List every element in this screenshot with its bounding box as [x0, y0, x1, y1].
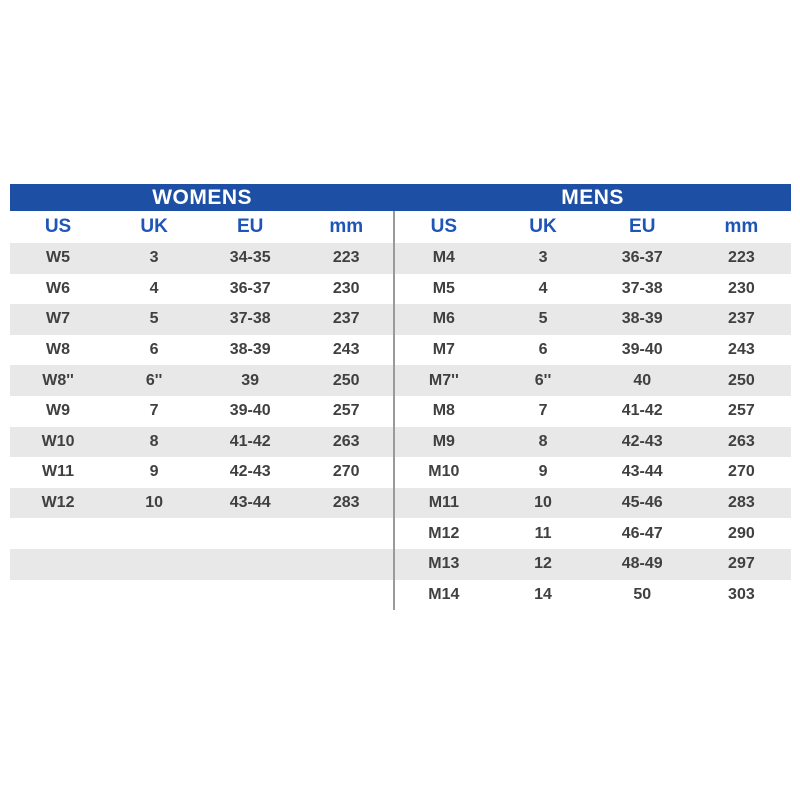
column-header-uk: UK	[140, 216, 168, 237]
size-cell: M8	[432, 402, 455, 420]
table-row-half	[394, 457, 791, 488]
size-cell: 237	[332, 310, 360, 328]
size-cell: 243	[728, 341, 755, 359]
size-cell: 36-37	[229, 279, 271, 297]
table-row-half	[394, 304, 791, 335]
size-cell: 257	[728, 402, 755, 420]
table-row-half	[394, 518, 791, 549]
size-cell: 3	[149, 249, 159, 267]
table-row	[10, 396, 791, 427]
size-cell: 42-43	[621, 432, 663, 450]
size-cell: W11	[42, 463, 75, 481]
size-cell	[202, 549, 298, 580]
size-cell	[10, 549, 106, 580]
table-row-half	[10, 304, 394, 335]
size-cell: 6	[538, 341, 548, 359]
table-row-half	[10, 580, 394, 611]
size-cell	[106, 580, 202, 611]
size-cell: 230	[728, 279, 755, 297]
shoe-size-conversion-chart	[10, 184, 791, 610]
size-cell: 39-40	[621, 341, 663, 359]
size-cell: 250	[332, 371, 360, 389]
size-cell: 38-39	[229, 341, 271, 359]
size-cell: M7''	[428, 371, 459, 389]
table-row-half	[10, 243, 394, 274]
table-row	[10, 427, 791, 458]
table-row-half	[10, 427, 394, 458]
table-row	[10, 549, 791, 580]
size-cell: 6	[149, 341, 159, 359]
table-row-half	[10, 335, 394, 366]
size-cell: 6''	[534, 371, 552, 389]
table-row-half	[394, 580, 791, 611]
size-cell: W12	[41, 494, 75, 512]
column-header-mm: mm	[724, 216, 759, 237]
size-cell: 283	[332, 494, 360, 512]
size-cell: W9	[46, 402, 71, 420]
table-row	[10, 335, 791, 366]
size-cell: 41-42	[229, 432, 271, 450]
womens-column-headers	[10, 211, 394, 243]
section-title-womens: WOMENS	[152, 185, 253, 209]
size-cell: 46-47	[621, 524, 663, 542]
size-cell	[106, 518, 202, 549]
size-cell: 10	[145, 494, 163, 512]
table-row	[10, 518, 791, 549]
size-cell: 270	[332, 463, 360, 481]
table-row	[10, 580, 791, 611]
size-cell: 3	[538, 249, 548, 267]
size-cell: 37-38	[229, 310, 271, 328]
table-row-half	[10, 488, 394, 519]
size-cell: 45-46	[621, 494, 663, 512]
table-row	[10, 243, 791, 274]
size-cell	[202, 580, 298, 611]
size-cell: M12	[428, 524, 460, 542]
table-row	[10, 274, 791, 305]
size-cell: W6	[46, 279, 71, 297]
size-cell	[202, 518, 298, 549]
size-cell: 8	[149, 432, 159, 450]
size-cell: W5	[46, 249, 71, 267]
size-cell: M13	[428, 555, 460, 573]
size-cell: 34-35	[229, 249, 271, 267]
column-header-mm: mm	[329, 216, 364, 237]
size-cell: 5	[538, 310, 548, 328]
column-header-row	[10, 211, 791, 243]
size-cell: 6''	[145, 371, 163, 389]
size-cell: 39-40	[229, 402, 271, 420]
size-cell: 43-44	[621, 463, 663, 481]
size-cell: 237	[728, 310, 755, 328]
table-row-half	[394, 274, 791, 305]
size-cell: W8	[46, 341, 71, 359]
size-cell: 7	[538, 402, 548, 420]
size-cell: 5	[149, 310, 159, 328]
size-cell: 297	[728, 555, 755, 573]
table-row-half	[394, 243, 791, 274]
table-row-half	[10, 518, 394, 549]
table-row-half	[394, 396, 791, 427]
table-row-half	[10, 457, 394, 488]
table-row-half	[10, 549, 394, 580]
column-header-us: US	[44, 216, 72, 237]
size-cell: 36-37	[621, 249, 663, 267]
size-cell: M6	[432, 310, 455, 328]
size-cell: M4	[432, 249, 455, 267]
column-header-eu: EU	[236, 216, 264, 237]
table-body	[10, 243, 791, 610]
size-cell: M7	[432, 341, 455, 359]
column-header-us: US	[430, 216, 458, 237]
size-cell: 12	[534, 555, 552, 573]
size-cell: 42-43	[229, 463, 271, 481]
size-cell: 4	[149, 279, 159, 297]
column-header-uk: UK	[529, 216, 557, 237]
size-cell: M11	[428, 494, 459, 512]
size-cell	[106, 549, 202, 580]
size-cell: 263	[332, 432, 360, 450]
size-cell: 38-39	[621, 310, 663, 328]
size-cell: W10	[41, 432, 75, 450]
table-row-half	[394, 335, 791, 366]
size-cell: 9	[538, 463, 548, 481]
size-cell: 303	[728, 585, 755, 603]
column-header-eu: EU	[629, 216, 656, 237]
table-row	[10, 457, 791, 488]
size-cell: M14	[428, 585, 460, 603]
size-cell: 250	[728, 371, 755, 389]
size-cell: 263	[728, 432, 755, 450]
size-cell: 43-44	[229, 494, 271, 512]
size-cell: 230	[332, 279, 360, 297]
size-cell: 37-38	[621, 279, 663, 297]
size-cell: 283	[728, 494, 755, 512]
size-cell: 7	[149, 402, 159, 420]
size-cell: 223	[332, 249, 360, 267]
size-cell: M9	[432, 432, 455, 450]
table-row	[10, 304, 791, 335]
section-title-mens: MENS	[561, 185, 624, 209]
section-divider	[393, 211, 395, 610]
table-row-half	[10, 274, 394, 305]
size-cell: 223	[728, 249, 755, 267]
chart-title-bar	[10, 184, 791, 211]
size-cell	[10, 580, 106, 611]
size-cell: 10	[534, 494, 552, 512]
size-cell: 9	[149, 463, 159, 481]
mens-column-headers	[394, 211, 791, 243]
table-row-half	[394, 365, 791, 396]
size-cell: 11	[534, 524, 552, 542]
table-row-half	[394, 549, 791, 580]
size-cell: W8''	[42, 371, 74, 389]
size-cell: 39	[241, 371, 260, 389]
size-cell: M10	[428, 463, 460, 481]
table-row-half	[394, 488, 791, 519]
size-cell: 290	[728, 524, 755, 542]
size-cell: M5	[432, 279, 455, 297]
size-cell: W7	[46, 310, 71, 328]
table-row-half	[10, 365, 394, 396]
size-cell: 41-42	[621, 402, 663, 420]
size-cell: 270	[728, 463, 755, 481]
table-row-half	[394, 427, 791, 458]
size-cell: 257	[332, 402, 360, 420]
table-row	[10, 365, 791, 396]
size-cell	[298, 549, 394, 580]
size-cell: 40	[633, 371, 652, 389]
size-cell: 48-49	[621, 555, 663, 573]
size-cell	[298, 518, 394, 549]
size-cell	[10, 518, 106, 549]
size-cell: 50	[633, 585, 652, 603]
size-cell: 4	[538, 279, 548, 297]
size-cell: 8	[538, 432, 548, 450]
size-cell: 14	[534, 585, 552, 603]
size-cell	[298, 580, 394, 611]
size-cell: 243	[332, 341, 360, 359]
table-row-half	[10, 396, 394, 427]
table-row	[10, 488, 791, 519]
